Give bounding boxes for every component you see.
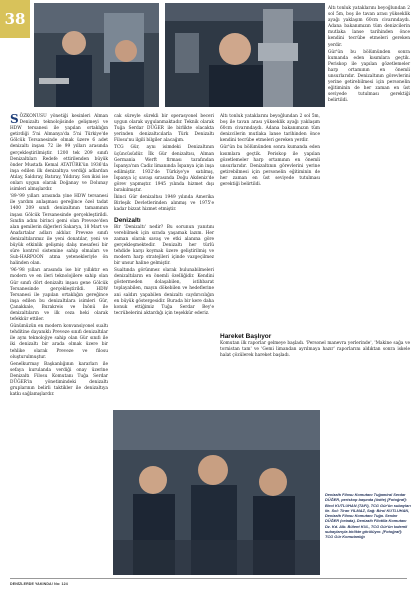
body-paragraph: Günümüzün en modern konvansiyonel sualtı tehditine dayanıklı Preveze sınıfı denizaltılar ile aynı teknolojiye sahip olan Gür sınıfı ile iki denizaltı bir arada olmak üzere bir tehlike olarak Preveze ve filosu oluşturulmuştur. xyxy=(10,324,108,360)
body-paragraph: İkinci Gür denizaltısı 1949 yılında Amerika Birleşik Devletlerinden alınmış ve 1975'e kadar bizzat hizmet etmiştir. xyxy=(114,195,214,213)
article-column-left xyxy=(10,114,108,576)
body-paragraph: Bir 'Denizaltı' nedir? Bu sorunun yanıtını verebilmek için sırada yaşamak lazım. Her zaman olarak savaş ve etki alanına göre gerçekleşmektedir. Denizaltı her türlü tehdide karşı koymak üzere geliştirilmiş ve modern harp stratejileri içinde vazgeçilmez bir unsur haline gelmiştir. xyxy=(114,224,214,267)
body-paragraph: '89-'99 yılları arasında yine HDW tersanesi ile yardım anlaşması gereğince özel tadat 1400 209 sınıfı denizaltının tamamının inşası Gölcük Tersanesinde gerçekleştirildi. Sınıfın adını birinci gemi olan Preveze'den alan gemilerin diğerleri Sakarya, 18 Mart ve Anafartalar adları aldılar. Preveze sınıfı denizaltılarımız ile yeni donatılar, yeni ve büyük etkinlik gelişmiş dalış mesafesi bir süre kontrol sistemine sahip olmaları ve Sub-HARPOON atma yetenekleriyle ön halinden olan. xyxy=(10,194,108,267)
article-column-middle xyxy=(114,114,214,414)
body-paragraph: Komutan ilk raporlar gelmeye başladı. 'Personel manevra yerlerinde', 'Makine sağa ve tornistan tam' ve 'Gemi limandan ayrılmaya hazır' raporlarını aldıktan sonra iskele halat çözülerek hareket başladı. xyxy=(220,341,410,359)
photo-caption: Denizaltı Filosu Komutanı Tuğamiral Serdar DÜĞER, periskop başında (üstte) [Fotoğraf]: Birol KUTLUHAN (TAFI), TCG Gür'ün subayları ile. Sol: Tiran YILMAZ, Sağ: Birol KUTLUHAN, Denizaltı Filosu Komutanı Tuğa. Serdar DÜĞER (ortada), Denizaltı Filotilla Komutanı Dz. Kd. Alb. Bülent KUL, TCG Gür'ün kıdemli subaylarıyla birlikte görülüyor. [Fotoğraf]: TCG Gür Komutanlığı xyxy=(325,492,411,540)
body-paragraph: Genelkurmay Başkanlığının kararları ile sefaya kurulanda verdiği onay üzerine Denizaltı Filosu Komutanı Tuğa Serdar DÜĞER'in yönetimindeki denizaltı gruplarının belirli taktikler ile denizaltıya katkı sağlamışlardır. xyxy=(10,361,108,398)
commander-image xyxy=(165,3,325,107)
footer-rule xyxy=(10,578,407,579)
body-paragraph: Gür'ün bu bölümünden sonra kumanda eden kısımlara geçtik. Periskop ile yapılan gözetlemeler harp ortamının en önemli unsurlarıdır. Denizaltının görevlerini yerine getirebilmesi için personelin eğitiminin de her zaman en üst seviyede tutulması gerektiği belirtildi. xyxy=(220,145,320,188)
body-paragraph: Altı tonluk yataklarını beyoğlundan 2 sol 5m, boş ile tavan arası yükseklik ayağı yaklaşım 60cm civarındaydı. Adana bakanımızın tüm denizcilerin mutlaka lanse tarihinden önce kendini tecrübe etmeleri gereken yerdir. xyxy=(220,114,320,144)
photo-crew-at-periscope xyxy=(34,3,159,107)
officers-image xyxy=(113,410,320,575)
lead-paragraph: SÖZKONUSU yönetiği kesinleri Alman Denizaltı teknolojisinde gelişmeyi ve HDW tersanesi ile yapılan ortaklığın getirdiği 5'ni Almanya'da 5'ni Türkiye'de Gölcük Tersanesinde olmak üzere 6 adet denizaltı inşası 72 ile 99 yılları arasında gerçekleştirilmiştir. 1200 tek 209 sınıfı Denizaltıları Redefe ettirilenden büyük önder Mustafa Kemal ATATÜRK'ün 1936'da inşa edilen ilk denizaltıya verdiği adlardan Atılay, Saldıray, Batıray, Yıldıray. Son ikisi ise onları uygun olarak Doğanay ve Dolunay isimleri almışlardır. xyxy=(10,112,108,193)
article-column-far-right xyxy=(328,6,410,226)
body-paragraph: cak süreyle sürekli bir operasyonel beceri uygun olarak uygulanmaktadır. Teknik olarak Tuğa Serdar DÜĞER ile birlikte olacakta yerinden denizaltıcılarla Türk Denizaltı Filosu'nu ilgili bilgiler alacağım. xyxy=(114,114,214,144)
section-heading-hareket: Hareket Başlıyor xyxy=(220,333,272,340)
body-paragraph: TCG Gür, aynı isimdeki Denizaltının üçüncüsüdür. İlk Gür denizaltısı, Alman Germania Werft firması tarafından İspanya'nın Cadiz limanında İspanya için inşa edilmiştir. 1932'de Türkiye'ye satılmış, İspanya iç savaşı sırasında Doğu Akdeniz'de görev yapmıştır. 1945 yılında hizmet dışı bırakılmıştır. xyxy=(114,145,214,194)
photo-officers-group xyxy=(113,410,320,575)
body-paragraph: Altı tonluk yataklarını beyoğlundan 2 sol 5m, boş ile tavan arası yükseklik ayağı yaklaşım 60cm civarındaydı. Adana bakanımızın tüm denizcilerin mutlaka lanse tarihinden önce kendini tecrübe etmeleri gereken yerdir. xyxy=(328,6,410,48)
photo-commander-periscope xyxy=(165,3,325,107)
body-paragraph: '96-'98 yılları arasında ise bir yıllıktır en modern ve en ileri teknolojilere sahip olan Gür sınıfı dört denizaltı inşası gene Gölcük Tersanesinde gerçekleştirildi. HDW Tersanesi ile yapılan ortaklığın gereğince inşa edilen bu denizaltılara isimleri Gür, Çanakkale, Burakreis ve İnönü ile denizaltıların ve ilk ceza heki olarak tefekkür ettiler. xyxy=(10,268,108,323)
section-heading: Denizaltı xyxy=(114,216,141,224)
page-number: 38 xyxy=(0,0,30,38)
crew-image xyxy=(34,3,159,107)
page-footer: DENİZLERDE YAKINDA! No: 124 xyxy=(10,582,68,586)
body-paragraph: Gür'ün bu bölümünden sonra kumanda eden kısımlara geçtik. Periskop ile yapılan gözetlemeler harp ortamının en önemli unsurlarıdır. Denizaltının görevlerini yerine getirebilmesi için personelin eğitiminin de her zaman en üst seviyede tutulması gerektiği belirtildi. xyxy=(328,49,410,104)
body-paragraph: Sualtında görünmez olarak bulunabilmeleri denizaltıların en önemli özelliğidir. Kendini göstermeden dolaşabilen, istihbarat toplayabilen, mayın dökebilen ve hedeflerine ani saldırı yapabilen denizaltı caydırıcılığın en büyük göstergesidir. Burada bir kere daha konuk ettiğimiz Tuğa Serdar Bey'e tecrübelerini aktardığı için teşekkür ederiz. xyxy=(114,268,214,316)
